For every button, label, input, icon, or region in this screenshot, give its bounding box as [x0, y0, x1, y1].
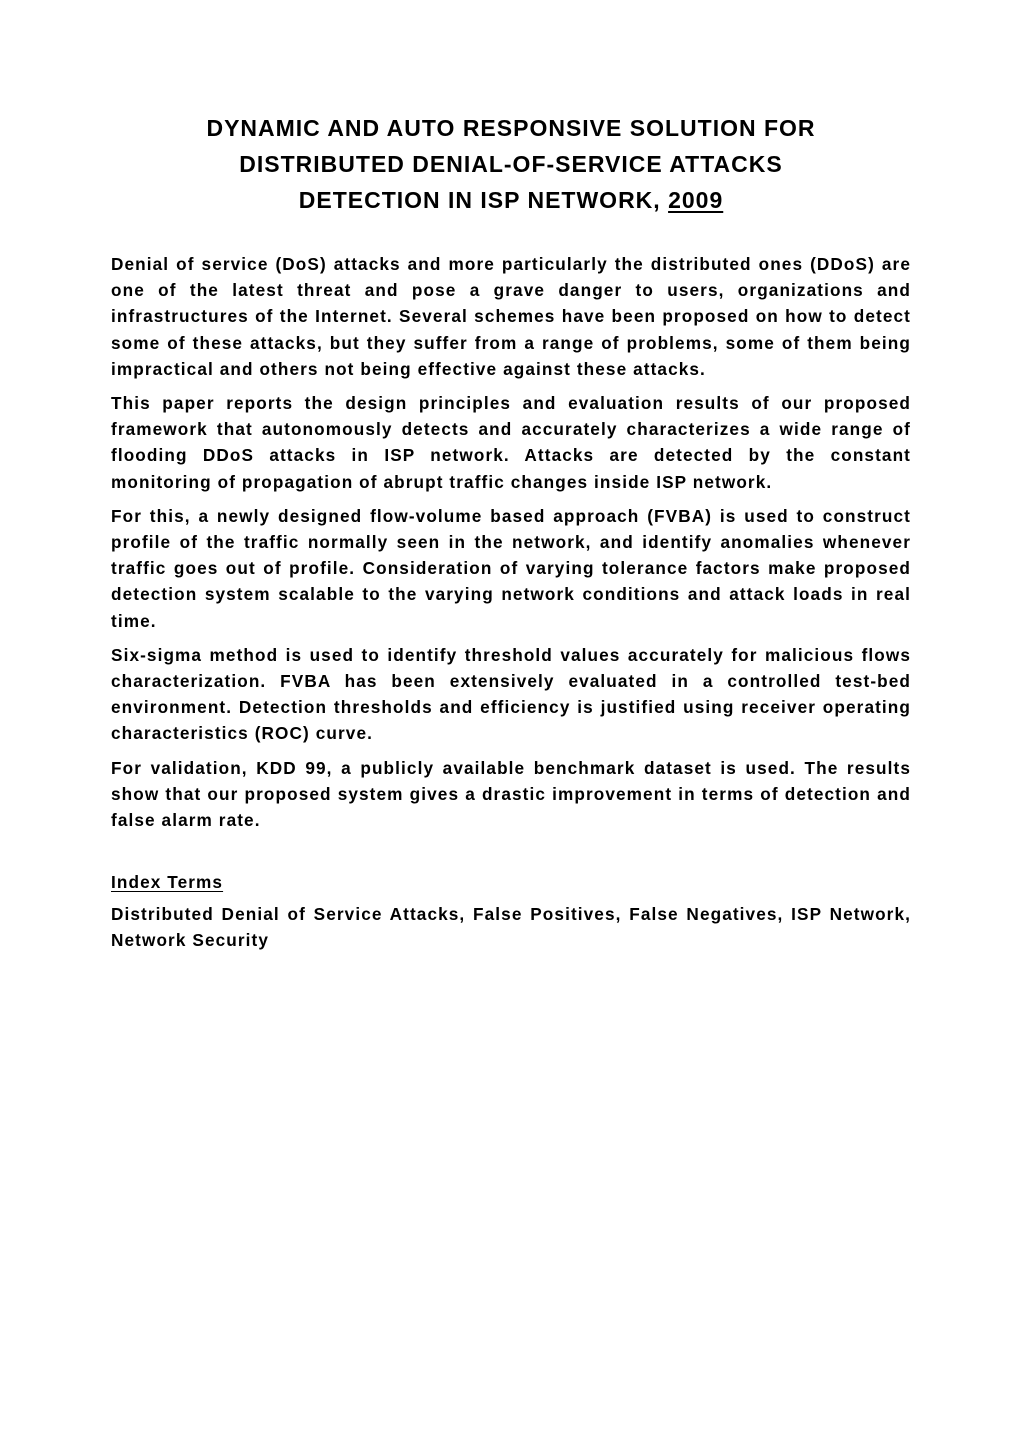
paper-title [111, 110, 911, 218]
abstract [111, 251, 911, 833]
title-line-2: DISTRIBUTED DENIAL-OF-SERVICE ATTACKS [239, 151, 783, 177]
title-line-1: DYNAMIC AND AUTO RESPONSIVE SOLUTION FOR [206, 115, 816, 141]
title-line-3-text: DETECTION IN ISP NETWORK, [298, 187, 669, 213]
abstract-paragraph-5: For validation, KDD 99, a publicly available benchmark dataset is used. The results show that our proposed system gives a drastic improvement in terms of detection and false alarm rate. [111, 757, 911, 831]
title-year: 2009 [668, 187, 724, 213]
title-line-3 [111, 182, 911, 218]
abstract-paragraph-2: This paper reports the design principles and evaluation results of our proposed framework that autonomously detects and accurately characterizes a wide range of flooding DDoS attacks in ISP network. Attacks are detected by the constant monitoring of propagation of abrupt traffic changes inside ISP network. [111, 393, 911, 492]
index-terms-heading: Index Terms [111, 872, 224, 893]
abstract-paragraph-3: For this, a newly designed flow-volume based approach (FVBA) is used to construct profile of the traffic normally seen in the network, and identify anomalies whenever traffic goes out of profile. Consideration of varying tolerance factors make proposed detection system scalable to the varying network conditions and attack loads in real time. [111, 505, 911, 631]
abstract-paragraph-1: Denial of service (DoS) attacks and more particularly the distributed ones (DDoS) are one of the latest threat and pose a grave danger to users, organizations and infrastructures of the Internet. Several schemes have been proposed on how to detect some of these attacks, but they suffer from a range of problems, some of them being impractical and others not being effective against these attacks. [111, 254, 911, 379]
document-page [111, 110, 911, 954]
abstract-paragraph-4: Six-sigma method is used to identify threshold values accurately for malicious flows characterization. FVBA has been extensively evaluated in a controlled test-bed environment. Detection thresholds and efficiency is justified using receiver operating characteristics (ROC) curve. [111, 644, 911, 744]
index-terms-text: Distributed Denial of Service Attacks, False Positives, False Negatives, ISP Network, Network Security [111, 904, 911, 951]
